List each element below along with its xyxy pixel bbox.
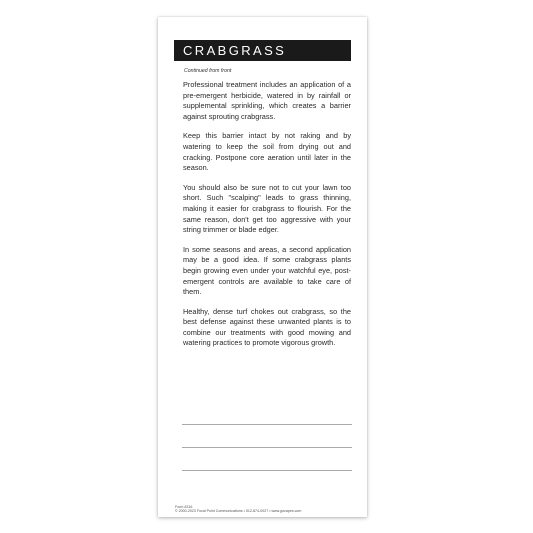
lawn-care-card	[158, 17, 367, 517]
copyright-line: © 2000-2023 Focal Point Communications • 512-874-0027 • www.gozapes.com	[175, 509, 302, 514]
paragraph-2: Keep this barrier intact by not raking and by watering to keep the soil from drying out and cracking. Postpone core aeration until later in the season.	[183, 131, 351, 173]
continued-note: Continued from front	[184, 68, 232, 74]
note-lines	[182, 402, 352, 471]
paragraph-5: Healthy, dense turf chokes out crabgrass, so the best defense against these unwanted plants is to combine our treatments with good mowing and watering practices to promote vigorous growth.	[183, 306, 351, 348]
paragraph-1: Professional treatment includes an application of a pre-emergent herbicide, watered in by rainfall or supplemental sprinkling, which creates a barrier against sprouting crabgrass.	[183, 80, 351, 121]
card-title: CRABGRASS	[183, 43, 287, 58]
note-line	[182, 425, 352, 448]
card-footer	[175, 505, 301, 514]
paragraph-4: In some seasons and areas, a second application may be a good idea. If some crabgrass plants begin growing even under your watchful eye, post-emergent controls are available to take care of them.	[183, 244, 351, 297]
paragraph-3: You should also be sure not to cut your lawn too short. Such "scalping" leads to grass thinning, making it easier for crabgrass to flourish. For the same reason, don't get too aggressive with your string trimmer or blade edger.	[183, 182, 351, 235]
card-body	[183, 80, 351, 358]
note-line	[182, 402, 352, 425]
note-line	[182, 448, 352, 471]
form-number: Form #316	[175, 505, 193, 509]
title-bar	[174, 40, 351, 61]
